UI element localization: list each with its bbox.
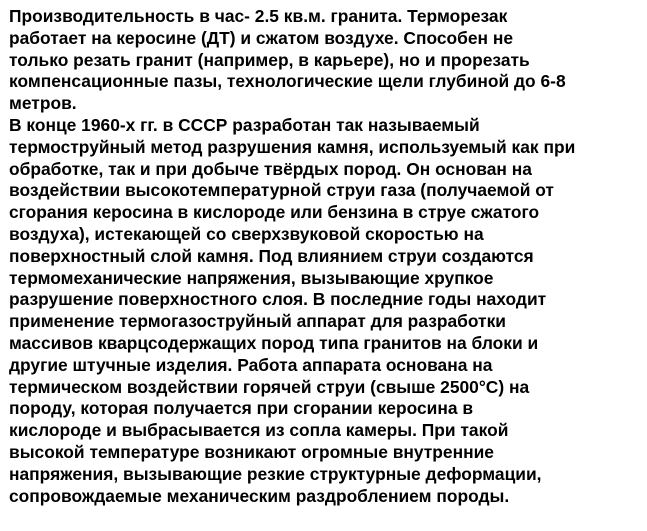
text-line: разрушение поверхностного слоя. В последние годы находит xyxy=(9,289,547,310)
text-line: термическом воздействии горячей струи (свыше 2500°C) на xyxy=(9,376,530,397)
text-line: поверхностный слой камня. Под влиянием струи создаются xyxy=(9,245,534,266)
text-line: обработке, так и при добыче твёрдых пород. Он основан на xyxy=(9,158,532,179)
text-line: применение термогазоструйный аппарат для разработки xyxy=(9,311,506,332)
text-line: только резать гранит (например, в карьере), но и прорезать xyxy=(9,49,530,70)
text-line: метров. xyxy=(9,93,77,114)
text-line: термоструйный метод разрушения камня, используемый как при xyxy=(9,136,576,157)
document-text-block xyxy=(9,6,641,507)
text-line: сгорания керосина в кислороде или бензина в струе сжатого xyxy=(9,202,540,223)
text-line: сопровождаемые механическим раздроблением породы. xyxy=(9,485,510,506)
text-line: напряжения, вызывающие резкие структурные деформации, xyxy=(9,463,542,484)
text-line: термомеханические напряжения, вызывающие хрупкое xyxy=(9,267,494,288)
text-line: воздуха), истекающей со сверхзвуковой скоростью на xyxy=(9,223,484,244)
text-line: работает на керосине (ДТ) и сжатом воздухе. Способен не xyxy=(9,27,514,48)
text-line: массивов кварцсодержащих пород типа гранитов на блоки и xyxy=(9,332,539,353)
text-line: В конце 1960-х гг. в СССР разработан так называемый xyxy=(9,114,480,135)
text-line: высокой температуре возникают огромные внутренние xyxy=(9,441,494,462)
text-line: воздействии высокотемпературной струи газа (получаемой от xyxy=(9,180,554,201)
text-line: компенсационные пазы, технологические щели глубиной до 6-8 xyxy=(9,71,566,92)
text-line: кислороде и выбрасывается из сопла камеры. При такой xyxy=(9,420,509,441)
text-line: породу, которая получается при сгорании керосина в xyxy=(9,398,474,419)
text-line: другие штучные изделия. Работа аппарата основана на xyxy=(9,354,493,375)
text-line: Производительность в час- 2.5 кв.м. гранита. Терморезак xyxy=(9,6,508,26)
